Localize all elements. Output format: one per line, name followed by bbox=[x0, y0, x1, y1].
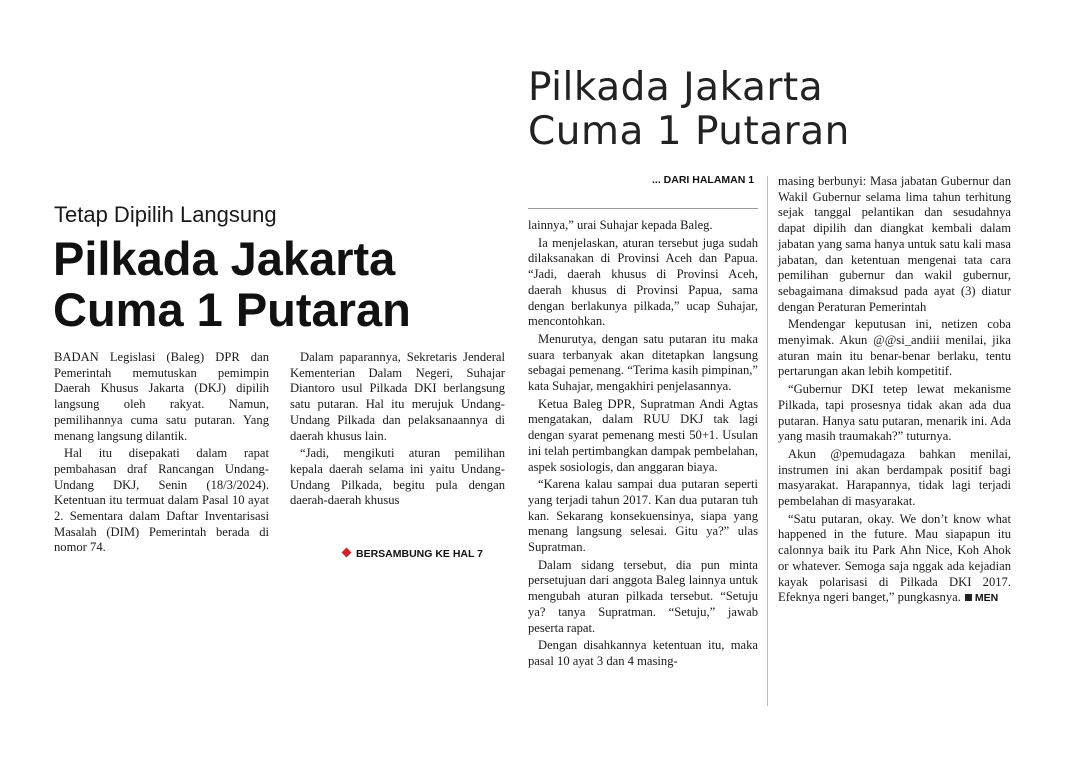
right-article-column-2 bbox=[778, 174, 1011, 607]
continued-headline: Pilkada Jakarta Cuma 1 Putaran bbox=[528, 65, 850, 154]
column-divider bbox=[767, 176, 768, 706]
left-article-column-2 bbox=[290, 350, 505, 509]
paragraph: Dalam paparannya, Sekretaris Jenderal Kementerian Dalam Negeri, Suhajar Diantoro usul Pilkada DKI berlangsung satu putaran. Hal itu merujuk Undang-Undang Pilkada dan pelaksanaannya di daerah khusus lain. bbox=[290, 350, 505, 443]
continued-to-label: BERSAMBUNG KE HAL 7 bbox=[343, 548, 483, 560]
end-mark-icon bbox=[965, 594, 972, 601]
paragraph: Dengan disahkannya ketentuan itu, maka pasal 10 ayat 3 dan 4 masing- bbox=[528, 638, 758, 668]
paragraph: lainnya,” urai Suhajar kepada Baleg. bbox=[528, 218, 713, 232]
paragraph: Dalam sidang tersebut, dia pun minta persetujuan dari anggota Baleg lainnya untuk mengubah aturan pilkada tersebut. “Setuju ya? tanya Supratman. “Setuju,” jawab peserta rapat. bbox=[528, 557, 758, 635]
paragraph: “Karena kalau sampai dua putaran seperti yang terjadi tahun 2017. Kan dua putaran tuh kan. Sekarang konsekuensinya, siapa yang menang langsung selesai. Gitu ya?” ulas Supratman. bbox=[528, 477, 758, 555]
paragraph: Hal itu disepakati dalam rapat pembahasan draf Rancangan Undang-Undang DKJ, Senin (18/3/2024). Ketentuan itu termuat dalam Pasal 10 ayat 2. Sementara dalam Daftar Inventarisasi Masalah (DIM) Pemerintah berada di nomor 74. bbox=[54, 446, 269, 555]
left-article-column-1 bbox=[54, 350, 269, 556]
kicker: Tetap Dipilih Langsung bbox=[54, 202, 277, 227]
paragraph: masing berbunyi: Masa jabatan Gubernur dan Wakil Gubernur selama lima tahun terhitung sejak tanggal pelantikan dan sesudahnya dapat dipilih dan diangkat kembali dalam jabatan yang sama hanya untuk satu kali masa jabatan, dan ketentuan mengenai tata cara pemilihan gubernur dan wakil gubernur, sebagaimana dimaksud pada ayat (3) diatur dengan Peraturan Pemerintah bbox=[778, 174, 1011, 314]
byline: MEN bbox=[974, 592, 999, 605]
right-article-column-1 bbox=[528, 218, 758, 670]
paragraph: Mendengar keputusan ini, netizen coba menyimak. Akun @@si_andiii menilai, jika aturan main itu benar-benar berlaku, tentu pertarungan akan lebih kompetitif. bbox=[778, 317, 1011, 379]
paragraph: Akun @pemudagaza bahkan menilai, instrumen ini akan berdampak positif bagi masyarakat. Harapannya, tidak lagi terjadi pembelahan di masyarakat. bbox=[778, 446, 1011, 509]
column-rule bbox=[528, 208, 758, 209]
diamond-icon bbox=[342, 548, 352, 558]
continued-from-label: ... DARI HALAMAN 1 bbox=[652, 174, 755, 186]
paragraph: “Gubernur DKI tetep lewat mekanisme Pilkada, tapi prosesnya tidak akan ada dua putaran. Hanya satu putaran, menarik ini. Ada yang masih traumakah?” tuturnya. bbox=[778, 382, 1011, 444]
paragraph: BADAN Legislasi (Baleg) DPR dan Pemerintah memutuskan pemimpin Daerah Khusus Jakarta (DKJ) dipilih langsung oleh rakyat. Namun, pemilihannya cuma satu putaran. Yang menang langsung dilantik. bbox=[54, 350, 269, 443]
paragraph: Ketua Baleg DPR, Supratman Andi Agtas mengatakan, dalam RUU DKJ tak lagi dengan syarat pemenang mesti 50+1. Usulan ini telah pertimbangkan dampak pembelahan, aspek sosiologis, dan anggaran biaya. bbox=[528, 396, 758, 474]
headline: Pilkada Jakarta Cuma 1 Putaran bbox=[53, 232, 411, 336]
paragraph: Ia menjelaskan, aturan tersebut juga sudah dilaksanakan di Provinsi Aceh dan Papua. “Jadi, daerah khusus di Provinsi Aceh, daerah khusus di Provinsi Papua, sama dengan berlakunya pilkada,” ucap Suhajar, mencontohkan. bbox=[528, 235, 758, 329]
paragraph: “Satu putaran, okay. We don’t know what happened in the future. Mau siapapun itu calonnya baik itu Park Ahn Nice, Koh Ahok or whatever. Semoga saja nggak ada kejadian kayak polarisasi di Pilkada DKI 2017. Efeknya ngeri banget,” pungkasnya. MEN bbox=[778, 511, 1011, 605]
paragraph: Menurutya, dengan satu putaran itu maka suara terbanyak akan ditetapkan langsung sebagai pemenang. “Terima kasih pimpinan,” kata Suhajar, mengakhiri penjelasannya. bbox=[528, 331, 758, 394]
paragraph: “Jadi, mengikuti aturan pemilihan kepala daerah selama ini yaitu Undang-Undang Pilkada, begitu pula dengan daerah-daerah khusus bbox=[290, 446, 505, 508]
